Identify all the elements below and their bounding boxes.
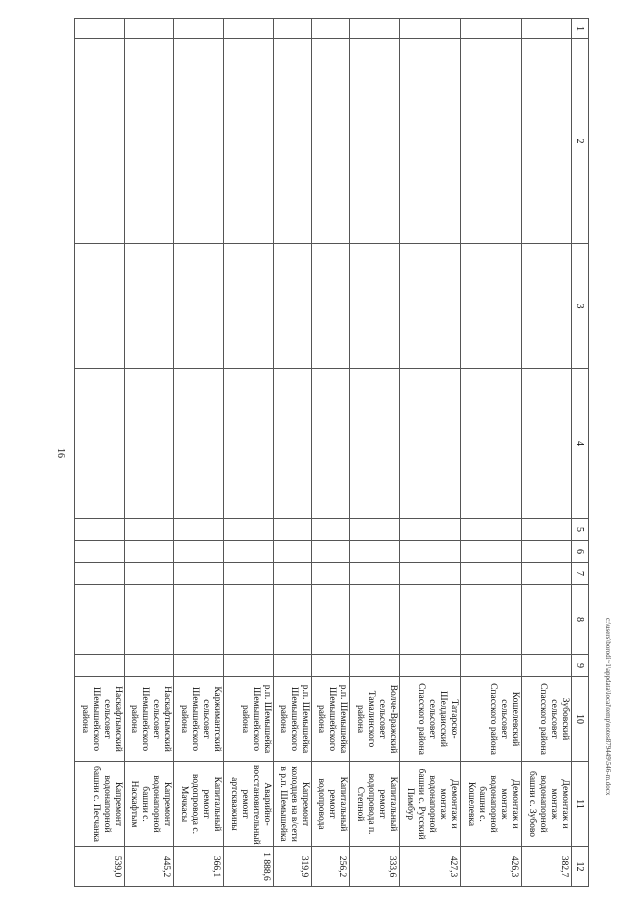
cell-empty (349, 244, 399, 369)
column-header-7: 7 (572, 563, 589, 585)
cell-amount: 319,9 (273, 847, 311, 887)
column-header-9: 9 (572, 655, 589, 677)
table-row (522, 19, 572, 887)
cell-empty (75, 519, 125, 541)
cell-work-description: Капитальный ремонт водопровода п. Степной (349, 762, 399, 847)
cell-empty (311, 39, 349, 244)
cell-amount: 539,0 (75, 847, 125, 887)
cell-empty (174, 369, 224, 519)
cell-amount: 256,2 (311, 847, 349, 887)
cell-empty (224, 585, 274, 655)
page-number: 16 (55, 448, 66, 458)
cell-empty (174, 655, 224, 677)
cell-empty (522, 563, 572, 585)
column-header-10: 10 (572, 677, 589, 762)
cell-empty (349, 585, 399, 655)
cell-empty (349, 563, 399, 585)
cell-empty (311, 369, 349, 519)
cell-work-description: Капремонт водонапорной башни с. Песчанка (75, 762, 125, 847)
cell-empty (349, 39, 399, 244)
cell-work-description: Капитальный ремонт водопровода (311, 762, 349, 847)
header-row (572, 19, 589, 887)
cell-empty (124, 541, 174, 563)
cell-empty (522, 19, 572, 39)
column-header-4: 4 (572, 369, 589, 519)
cell-amount: 445,2 (124, 847, 174, 887)
cell-empty (273, 519, 311, 541)
cell-work-description: Капремонт водонапорной башни с. Наскафтым (124, 762, 174, 847)
table-row (224, 19, 274, 887)
cell-empty (311, 655, 349, 677)
cell-work-description: Демонтаж и монтаж водонапорной башни с. Русский Пимбур (399, 762, 460, 847)
cell-empty (273, 655, 311, 677)
cell-empty (460, 563, 521, 585)
cell-empty (349, 655, 399, 677)
cell-empty (75, 563, 125, 585)
table-row (174, 19, 224, 887)
cell-empty (399, 655, 460, 677)
cell-empty (174, 19, 224, 39)
cell-municipality: Волче-Вражский сельсовет Тамалинского района (349, 677, 399, 762)
cell-empty (273, 541, 311, 563)
column-header-3: 3 (572, 244, 589, 369)
cell-municipality: Наскафтымский сельсовет Шемышейского района (75, 677, 125, 762)
cell-amount: 427,3 (399, 847, 460, 887)
table-row (349, 19, 399, 887)
cell-amount: 333,6 (349, 847, 399, 887)
table-row (75, 19, 125, 887)
table-row (124, 19, 174, 887)
cell-empty (311, 541, 349, 563)
data-table-rotated (74, 18, 589, 886)
cell-municipality: р.п. Шемышейка Шемышейского района (311, 677, 349, 762)
cell-empty (460, 541, 521, 563)
cell-municipality: Татарско-Шелдаисский сельсовет Спасского района (399, 677, 460, 762)
cell-empty (522, 519, 572, 541)
cell-empty (522, 585, 572, 655)
cell-empty (224, 369, 274, 519)
cell-empty (174, 563, 224, 585)
cell-empty (522, 541, 572, 563)
cell-municipality: Наскафтымский сельсовет Шемышейского района (124, 677, 174, 762)
cell-amount: 382,7 (522, 847, 572, 887)
cell-empty (311, 585, 349, 655)
cell-empty (399, 244, 460, 369)
cell-empty (75, 585, 125, 655)
cell-empty (75, 541, 125, 563)
cell-municipality: Кошелевский сельсовет Спасского района (460, 677, 521, 762)
cell-empty (124, 519, 174, 541)
cell-empty (224, 563, 274, 585)
cell-empty (522, 244, 572, 369)
cell-empty (124, 19, 174, 39)
table-row (460, 19, 521, 887)
column-header-12: 12 (572, 847, 589, 887)
cell-empty (522, 369, 572, 519)
cell-empty (399, 585, 460, 655)
column-header-2: 2 (572, 39, 589, 244)
cell-empty (124, 369, 174, 519)
cell-empty (399, 19, 460, 39)
cell-empty (174, 585, 224, 655)
cell-empty (460, 655, 521, 677)
cell-empty (75, 244, 125, 369)
cell-empty (224, 19, 274, 39)
cell-empty (460, 244, 521, 369)
cell-empty (522, 39, 572, 244)
cell-municipality: р.п. Шемышейка Шемышейского района (224, 677, 274, 762)
cell-empty (273, 19, 311, 39)
column-header-11: 11 (572, 762, 589, 847)
cell-empty (399, 563, 460, 585)
cell-empty (124, 585, 174, 655)
cell-work-description: Аварийно-восстановительный ремонт артскважины (224, 762, 274, 847)
cell-empty (399, 519, 460, 541)
cell-empty (124, 39, 174, 244)
column-header-5: 5 (572, 519, 589, 541)
cell-empty (273, 244, 311, 369)
cell-municipality: р.п. Шемышейка Шемышейского района (273, 677, 311, 762)
cell-empty (174, 519, 224, 541)
cell-municipality: Зубовский сельсовет Спасского района (522, 677, 572, 762)
cell-empty (224, 541, 274, 563)
cell-municipality: Каржимантский сельсовет Шемышейского района (174, 677, 224, 762)
cell-empty (399, 369, 460, 519)
cell-empty (349, 541, 399, 563)
cell-empty (460, 369, 521, 519)
cell-work-description: Капитальный ремонт водопровода с. Мачкасы (174, 762, 224, 847)
cell-empty (224, 39, 274, 244)
cell-amount: 426,3 (460, 847, 521, 887)
table-row (273, 19, 311, 887)
cell-empty (124, 563, 174, 585)
table-row (399, 19, 460, 887)
cell-empty (349, 19, 399, 39)
cell-empty (311, 244, 349, 369)
cell-empty (349, 369, 399, 519)
cell-empty (273, 563, 311, 585)
column-header-1: 1 (572, 19, 589, 39)
cell-work-description: Демонтаж и монтаж водонапорной башни с. Зубово (522, 762, 572, 847)
cell-empty (174, 244, 224, 369)
cell-empty (75, 655, 125, 677)
cell-work-description: Демонтаж и монтаж водонапорной башни с. Кошелевка (460, 762, 521, 847)
cell-empty (174, 541, 224, 563)
cell-empty (75, 19, 125, 39)
footer-path: c:\users\borodi~1\appdata\local\temp\notes879449\546-m.docx (604, 618, 612, 796)
cell-empty (224, 519, 274, 541)
cell-empty (460, 19, 521, 39)
cell-empty (224, 244, 274, 369)
cell-empty (311, 563, 349, 585)
cell-empty (460, 585, 521, 655)
cell-empty (174, 39, 224, 244)
cell-empty (399, 541, 460, 563)
cell-empty (75, 369, 125, 519)
cell-empty (75, 39, 125, 244)
cell-empty (273, 369, 311, 519)
table-row (311, 19, 349, 887)
cell-empty (460, 519, 521, 541)
cell-empty (124, 244, 174, 369)
data-table (74, 18, 589, 887)
cell-empty (399, 39, 460, 244)
cell-empty (460, 39, 521, 244)
cell-empty (311, 19, 349, 39)
cell-empty (273, 585, 311, 655)
cell-empty (273, 39, 311, 244)
cell-empty (349, 519, 399, 541)
cell-empty (522, 655, 572, 677)
cell-empty (311, 519, 349, 541)
column-header-6: 6 (572, 541, 589, 563)
cell-empty (124, 655, 174, 677)
cell-work-description: Капремонт колодцев на в/сети в р.п. Шемышейка (273, 762, 311, 847)
cell-amount: 1 888,6 (224, 847, 274, 887)
column-header-8: 8 (572, 585, 589, 655)
cell-amount: 366,1 (174, 847, 224, 887)
cell-empty (224, 655, 274, 677)
